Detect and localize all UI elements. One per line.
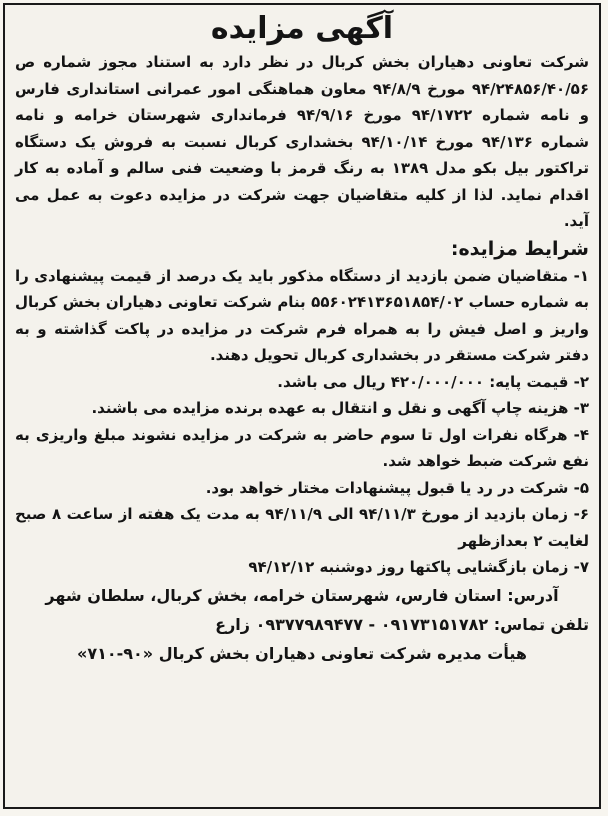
conditions-list xyxy=(15,263,589,581)
conditions-heading: شرایط مزایده: xyxy=(450,237,589,260)
auction-notice xyxy=(3,3,601,809)
condition-item: ۷- زمان بازگشایی پاکتها روز دوشنبه ۹۴/۱۲/۱۲ xyxy=(248,558,589,576)
signature-line: هیأت مدیره شرکت تعاونی دهیاران بخش کربال «۹۰-۷۱۰» xyxy=(76,643,528,663)
notice-intro: شرکت تعاونی دهیاران بخش کربال در نظر دارد به استناد مجوز شماره ص ۹۴/۲۴۸۵۶/۴۰/۵۶ مورخ ۹۴/۸/۹ معاون هماهنگی امور عمرانی استانداری فارس و نامه شماره ۹۴/۱۷۲۲ مورخ ۹۴/۹/۱۶ فرمانداری شهرستان خرامه و نامه شماره ۹۴/۱۳۶ مورخ ۹۴/۱۰/۱۴ بخشداری کربال نسبت به فروش یک دستگاه تراکتور بیل بکو مدل ۱۳۸۹ به رنگ قرمز با وضعیت فنی سالم و آماده به کار اقدام نماید. لذا از کلیه متقاضیان جهت شرکت در مزایده دعوت به عمل می آید. xyxy=(15,53,589,230)
condition-item: ۳- هزینه چاپ آگهی و نقل و انتقال به عهده برنده مزایده می باشند. xyxy=(91,399,589,417)
condition-item: ۵- شرکت در رد یا قبول پیشنهادات مختار خواهد بود. xyxy=(205,478,589,497)
address-line: آدرس: استان فارس، شهرستان خرامه، بخش کربال، سلطان شهر xyxy=(45,585,559,605)
phone-line: تلفن تماس: ۰۹۱۷۳۱۵۱۷۸۲ - ۰۹۳۷۷۹۸۹۴۷۷ زارع xyxy=(215,614,589,634)
condition-item: ۱- متقاضیان ضمن بازدید از دستگاه مذکور باید یک درصد از قیمت پیشنهادی را به شماره حساب ۵۵۶۰۲۴۱۳۶۵۱۸۵۴/۰۲ بنام شرکت تعاونی دهیاران بخش کربال واریز و اصل فیش را به همراه فرم شرکت در مزایده در پاکت گذاشته و به دفتر شرکت مستقر در بخشداری کربال تحویل دهند. xyxy=(15,266,589,364)
condition-item: ۶- زمان بازدید از مورخ ۹۴/۱۱/۳ الی ۹۴/۱۱/۹ به مدت یک هفته از ساعت ۸ صبح لغایت ۲ بعدازظهر xyxy=(15,505,589,550)
condition-item: ۲- قیمت پایه: ۴۲۰/۰۰۰/۰۰۰ ریال می باشد. xyxy=(277,372,589,391)
notice-title: آگهی مزایده xyxy=(210,11,394,46)
condition-item: ۴- هرگاه نفرات اول تا سوم حاضر به شرکت در مزایده نشوند مبلغ واریزی به نفع شرکت ضبط خواهد شد. xyxy=(15,425,589,470)
